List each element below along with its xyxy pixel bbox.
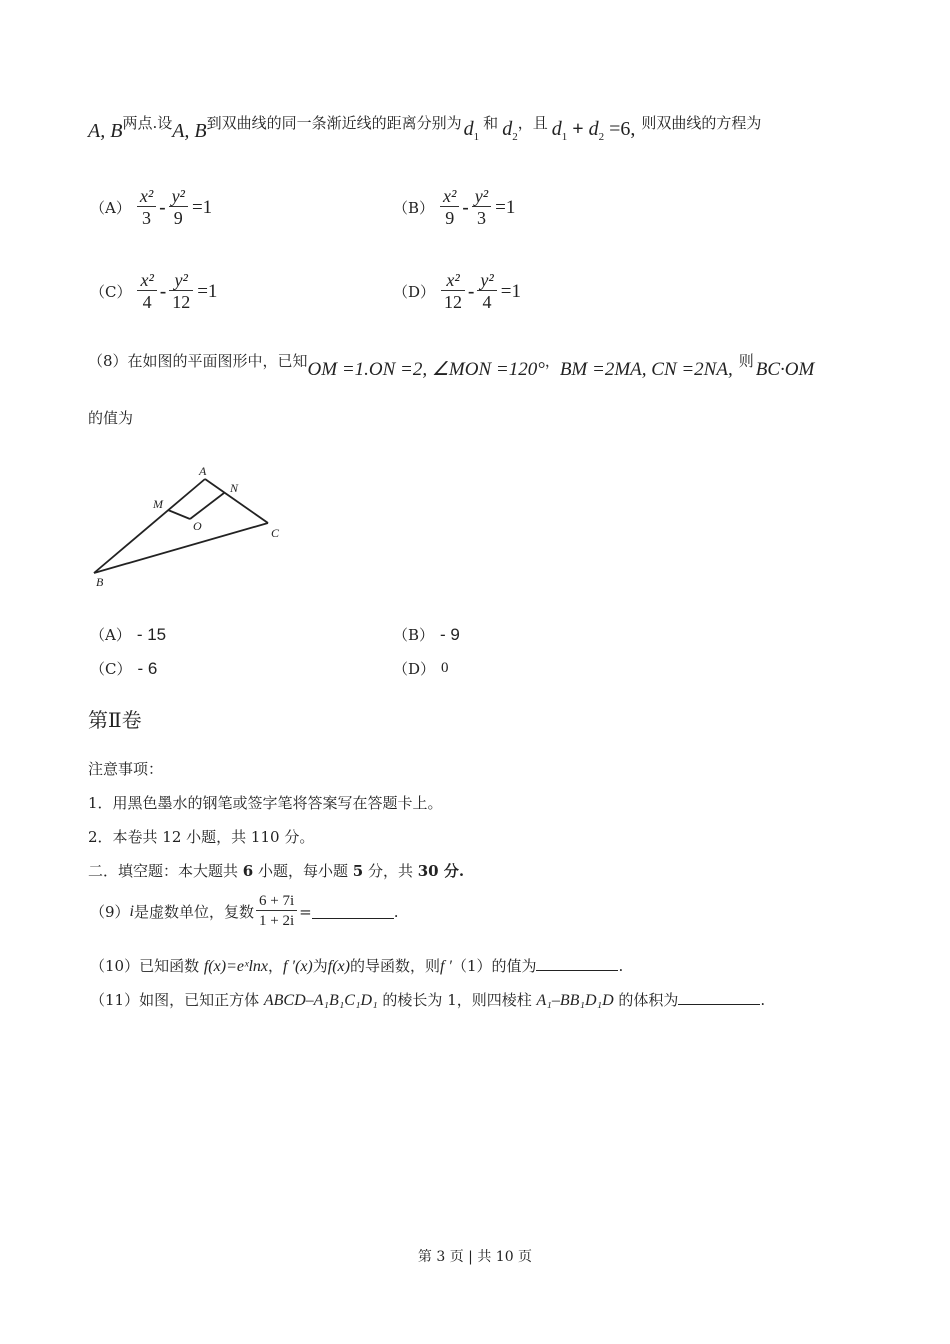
text: 的体积为 (613, 991, 679, 1009)
fraction (441, 270, 465, 313)
text: . (760, 991, 766, 1009)
minus: - (159, 280, 167, 302)
option-value: - 15 (136, 624, 167, 644)
q7-option-a (90, 186, 212, 229)
var: d (502, 118, 513, 140)
numerator: x² (137, 186, 156, 207)
part2-title: 第Ⅱ卷 (88, 708, 142, 732)
q8-option-b (393, 624, 460, 645)
page-footer: 第 3 页 | 共 10 页 (417, 1249, 533, 1265)
minus: - (159, 196, 166, 218)
rhs: =1 (495, 196, 516, 218)
fraction (137, 186, 156, 229)
math-points-ab-2: A, B (172, 120, 207, 142)
label-n: N (230, 481, 239, 495)
numerator: x² (441, 270, 465, 291)
minus: - (462, 196, 469, 218)
label-o: O (193, 519, 202, 533)
q8-stem-suffix: 的值为 (88, 409, 134, 427)
rhs: =1 (500, 280, 521, 302)
question-prefix: （8）在如图的平面图形中，已知 (88, 352, 308, 370)
math-derivative: f ′(x) (283, 958, 313, 975)
option-value: 0 (441, 660, 449, 676)
numerator: y² (169, 186, 188, 207)
sub: 1 (473, 131, 480, 143)
math-condition-2: BM =2MA, CN =2NA, (559, 359, 733, 380)
math-fx: f(x) (327, 958, 350, 975)
q8-option-a (90, 624, 166, 645)
math-function: f(x)=eˣlnx (203, 958, 269, 975)
numerator: y² (169, 270, 193, 291)
equation (137, 186, 212, 229)
question-prefix: （11）如图，已知正方体 (90, 991, 264, 1009)
q7-option-b (393, 186, 515, 229)
text: 则双曲线的方程为 (641, 114, 762, 132)
question-prefix: （9） (90, 903, 130, 921)
math-sum (552, 118, 636, 143)
option-label: （D） (393, 660, 436, 678)
notice-title: 注意事项： (88, 760, 164, 778)
var: d (463, 118, 474, 140)
label-m: M (153, 497, 163, 511)
equals: = (299, 902, 312, 921)
option-label: （D） (393, 283, 436, 301)
math-d1 (464, 118, 480, 143)
text: 分，共 (363, 862, 418, 880)
q11 (90, 989, 765, 1010)
denominator: 3 (476, 208, 486, 228)
text: ， (268, 957, 284, 975)
fraction (169, 270, 193, 313)
option-label: （A） (90, 199, 131, 217)
option-label: （B） (393, 199, 435, 217)
denominator: 1 + 2i (259, 913, 295, 929)
denominator: 9 (445, 208, 455, 228)
answer-blank[interactable] (678, 990, 760, 1005)
notice-item-2: 2．本卷共 12 小题，共 110 分。 (88, 828, 315, 846)
q9 (90, 892, 399, 931)
math-target-dot-product: BC·OM (755, 359, 815, 380)
count: 6 (242, 862, 254, 880)
denominator: 9 (173, 208, 183, 228)
equation (441, 270, 521, 313)
q8-stem-line (88, 350, 814, 381)
separator: ， (544, 352, 560, 370)
text: 小题，每小题 (253, 862, 353, 880)
text: 和 (483, 114, 499, 132)
text: . (393, 902, 399, 921)
var-i: i (129, 902, 134, 920)
option-value: - 6 (137, 658, 158, 678)
rhs: =1 (197, 280, 218, 302)
label-c: C (271, 526, 280, 540)
denominator: 4 (142, 292, 152, 312)
option-label: （A） (90, 626, 131, 644)
eq: =6, (604, 118, 636, 140)
op: + (567, 118, 589, 140)
numerator: x² (137, 270, 156, 291)
text: ，且 (517, 114, 548, 132)
fraction (477, 270, 496, 313)
var: d (551, 118, 562, 140)
fraction (256, 892, 297, 931)
denominator: 3 (142, 208, 152, 228)
triangle-figure (88, 448, 298, 608)
text: （1）的值为 (451, 957, 537, 975)
numerator: y² (477, 270, 496, 291)
denominator: 4 (482, 292, 492, 312)
sub: 2 (598, 131, 605, 143)
math-condition-1: OM =1.ON =2, ∠MON =120° (307, 359, 545, 380)
sub: 2 (512, 131, 518, 143)
option-label: （C） (90, 660, 132, 678)
text: 分. (438, 862, 465, 880)
minus: - (468, 280, 475, 302)
equation (440, 186, 515, 229)
fraction (440, 186, 459, 229)
q8-option-d (393, 658, 449, 679)
answer-blank[interactable] (312, 904, 394, 919)
text: 到双曲线的同一条渐近线的距离分别为 (206, 114, 462, 132)
var: d (588, 118, 599, 140)
numerator: x² (440, 186, 459, 207)
text: 两点.设 (122, 114, 173, 132)
points: 5 (352, 862, 364, 880)
label-b: B (96, 575, 104, 589)
total: 30 (417, 862, 439, 880)
text: 为 (312, 957, 328, 975)
denominator: 12 (172, 292, 191, 312)
q8-figure (88, 448, 298, 608)
sub: 1 (561, 131, 568, 143)
text: 是虚数单位，复数 (134, 903, 255, 921)
text: . (618, 957, 624, 975)
equation (137, 270, 217, 313)
math-d2 (502, 118, 518, 143)
option-label: （B） (393, 626, 435, 644)
q7-option-d (393, 270, 521, 313)
rhs: =1 (191, 196, 213, 218)
question-prefix: （10）已知函数 (90, 957, 204, 975)
text: 的导函数，则 (349, 957, 440, 975)
numerator: 6 + 7i (256, 892, 297, 911)
fraction (169, 186, 188, 229)
label-a: A (199, 464, 207, 478)
math-prism: A₁–BB₁D₁D (536, 992, 614, 1009)
fraction (472, 186, 491, 229)
denominator: 12 (444, 292, 463, 312)
text: 的棱长为 1，则四棱柱 (377, 991, 537, 1009)
text: 二．填空题：本大题共 (88, 862, 243, 880)
q8-option-c (90, 658, 157, 679)
q10 (90, 955, 623, 976)
math-cube: ABCD–A₁B₁C₁D₁ (263, 992, 378, 1009)
fraction (137, 270, 156, 313)
section-2-heading (88, 860, 464, 881)
answer-blank[interactable] (536, 956, 618, 971)
numerator: y² (472, 186, 491, 207)
q7-stem-line (88, 114, 762, 143)
option-label: （C） (90, 283, 132, 301)
notice-item-1: 1．用黑色墨水的钢笔或签字笔将答案写在答题卡上。 (88, 794, 443, 812)
math-points-ab: A, B (88, 120, 123, 142)
option-value: - 9 (440, 624, 460, 644)
text-then: 则 (738, 352, 754, 370)
math-f-prime: f ′ (439, 958, 452, 975)
q7-option-c (90, 270, 217, 313)
